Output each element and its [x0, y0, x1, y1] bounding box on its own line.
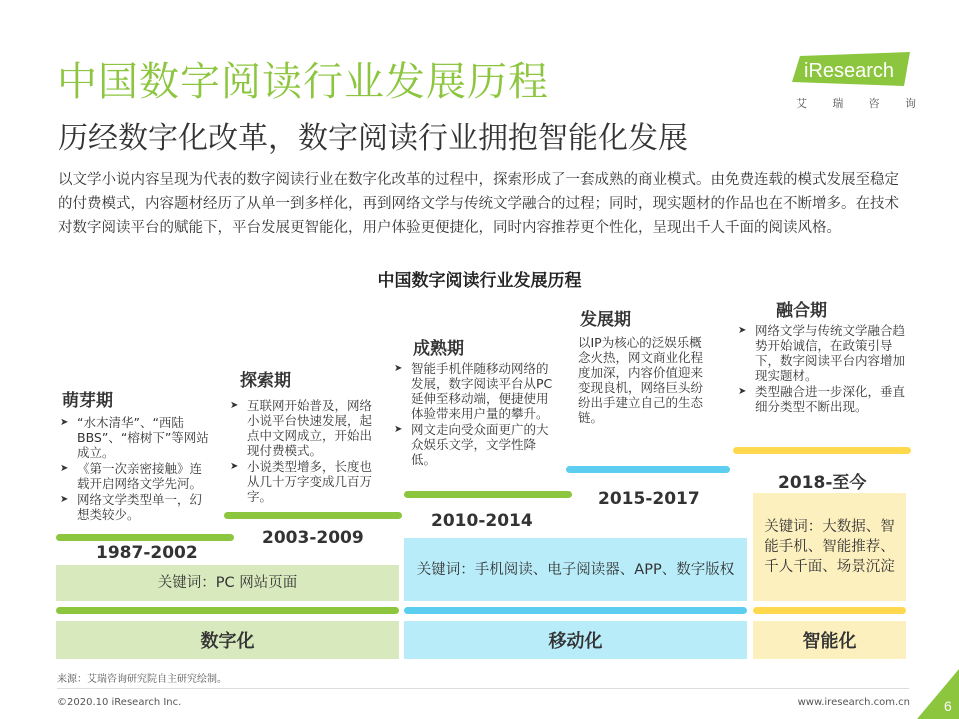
page-title: 中国数字阅读行业发展历程: [57, 59, 549, 105]
stage-text-develop: 以IP为核心的泛娱乐概念火热，网文商业化程度加深，内容价值迎来变现良机，网络巨头纷纷出手建立自己的生态链。: [578, 335, 704, 425]
logo-sub-char: 艾: [796, 97, 807, 110]
intro-paragraph: 以文学小说内容呈现为代表的数字阅读行业在数字化改革的过程中，探索形成了一套成熟的商业模式。由免费连载的模式发展至稳定的付费模式，内容题材经历了从单一到多样化，再到网络文学与传统文学融合的过程；同时，现实题材的作品也在不断增多。在技术对数字阅读平台的赋能下，平台发展更智能化，用户体验更便捷化，同时内容推荐更个性化，呈现出千人千面的阅读风格。: [58, 172, 899, 236]
era-label-smart: 智能化: [753, 621, 906, 659]
stage-name-merge: 融合期: [776, 301, 827, 321]
period-mature: 2010-2014: [431, 511, 533, 531]
stage-bullets-merge: [738, 323, 908, 415]
era-bar-mobile: [404, 607, 747, 614]
chart-title: 中国数字阅读行业发展历程: [377, 271, 582, 291]
list-item: ➤ 互联网开始普及，网络小说平台快速发展，起点中文网成立，开始出现付费模式。: [230, 398, 373, 458]
period-sprout: 1987-2002: [96, 543, 198, 563]
stage-bar-mature: [404, 491, 572, 498]
stage-bar-sprout: [56, 534, 234, 541]
copyright: ©2020.10 iResearch Inc.: [57, 697, 182, 708]
arrow-bullet-icon: ➤: [60, 417, 69, 428]
page-subtitle: 历经数字化改革，数字阅读行业拥抱智能化发展: [58, 121, 688, 156]
arrow-bullet-icon: ➤: [394, 424, 403, 435]
iresearch-logo: [792, 52, 910, 86]
era-bar-digital: [56, 607, 399, 614]
era-label-digital: 数字化: [56, 621, 399, 659]
period-explore: 2003-2009: [262, 528, 364, 548]
list-item: ➤ 智能手机伴随移动网络的发展，数字阅读平台从PC延伸至移动端，便捷使用体验带来用户量的攀升。: [394, 361, 553, 421]
keyword-box-mobile: 关键词：手机阅读、电子阅读器、APP、数字版权: [404, 538, 747, 601]
stage-name-explore: 探索期: [240, 371, 291, 391]
logo-subtitle: [796, 95, 916, 111]
page-corner-badge: [917, 669, 959, 719]
stage-bullets-explore: [230, 398, 382, 505]
stage-name-develop: 发展期: [580, 310, 631, 330]
logo-sub-char: 询: [904, 97, 916, 110]
source-note: 来源：艾瑞咨询研究院自主研究绘制。: [57, 674, 227, 685]
arrow-bullet-icon: ➤: [230, 461, 239, 472]
arrow-bullet-icon: ➤: [60, 494, 69, 505]
arrow-bullet-icon: ➤: [394, 363, 403, 374]
period-merge: 2018-至今: [778, 473, 867, 493]
stage-name-mature: 成熟期: [413, 339, 464, 359]
stage-bullets-sprout: [60, 415, 210, 523]
era-bar-smart: [753, 607, 906, 614]
era-label-mobile: 移动化: [404, 621, 747, 659]
list-item: ➤ 网络文学类型单一，幻想类较少。: [60, 492, 203, 522]
keyword-box-digital: 关键词：PC 网站页面: [56, 565, 399, 601]
logo-sub-char: 咨: [868, 97, 880, 110]
list-item: ➤ 网络文学与传统文学融合趋势开始诚信，在政策引导下，数字阅读平台内容增加现实题材。: [738, 323, 906, 383]
list-item: ➤ 网文走向受众面更广的大众娱乐文学，文学性降低。: [394, 422, 549, 467]
stage-bar-develop: [566, 466, 730, 473]
page-number: 6: [944, 698, 952, 714]
website-link[interactable]: www.iresearch.com.cn: [797, 697, 910, 708]
arrow-bullet-icon: ➤: [230, 400, 239, 411]
list-item: ➤ 类型融合进一步深化，垂直细分类型不断出现。: [738, 384, 906, 414]
stage-name-sprout: 萌芽期: [62, 391, 113, 411]
footer-divider: [57, 688, 909, 689]
arrow-bullet-icon: ➤: [60, 463, 69, 474]
period-develop: 2015-2017: [598, 489, 700, 509]
keyword-box-smart: 关键词：大数据、智能手机、智能推荐、千人千面、场景沉淀: [753, 493, 906, 601]
list-item: ➤ “水木清华”、“西陆BBS”、“榕树下”等网站成立。: [60, 415, 209, 460]
logo-sub-char: 瑞: [832, 97, 844, 110]
list-item: ➤ 《第一次亲密接触》连载开启网络文学先河。: [60, 461, 203, 491]
list-item: ➤ 小说类型增多，长度也从几十万字变成几百万字。: [230, 459, 373, 504]
arrow-bullet-icon: ➤: [738, 386, 747, 397]
stage-bar-explore: [224, 512, 402, 519]
arrow-bullet-icon: ➤: [738, 325, 747, 336]
stage-bullets-mature: [394, 361, 554, 468]
logo-text: iResearch: [804, 60, 895, 82]
stage-bar-merge: [733, 447, 911, 454]
